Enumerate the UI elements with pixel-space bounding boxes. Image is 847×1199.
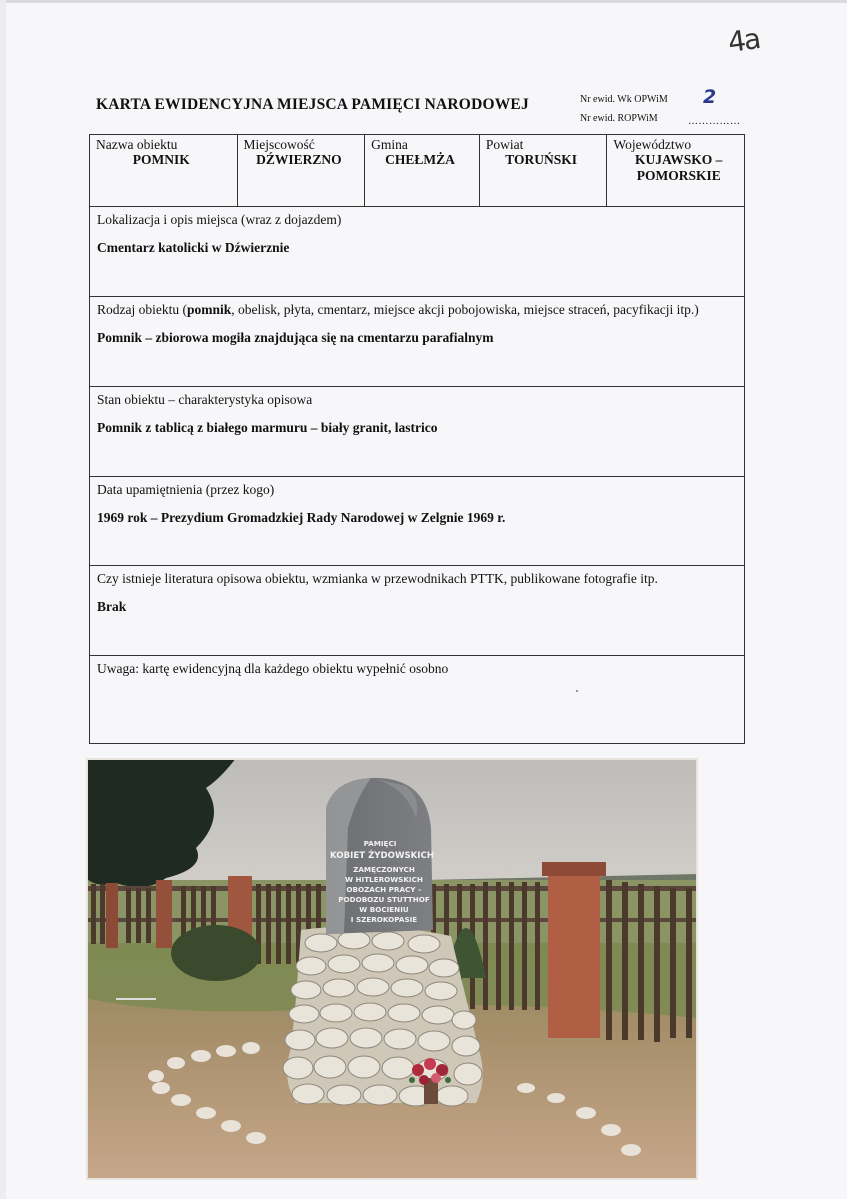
field-label: Miejscowość bbox=[243, 137, 315, 152]
plaque-line: W BOCIENIU bbox=[359, 905, 409, 914]
section-label: Stan obiektu – charakterystyka opisowa bbox=[97, 392, 313, 407]
section-commemoration-date bbox=[90, 477, 744, 566]
evidence-form bbox=[89, 134, 745, 744]
photo-border bbox=[86, 758, 698, 1180]
section-label: Czy istnieje literatura opisowa obiektu, wzmianka w przewodnikach PTTK, publikowane fotografie itp. bbox=[97, 571, 658, 586]
plaque-line: PAMIĘCI bbox=[363, 839, 397, 848]
section-value: Pomnik z tablicą z białego marmuru – biały granit, lastrico bbox=[97, 420, 438, 435]
plaque-line: PODOBOZU STUTTHOF bbox=[338, 895, 430, 904]
field-label: Gmina bbox=[371, 137, 408, 152]
field-label: Województwo bbox=[613, 137, 692, 152]
section-label: Uwaga: kartę ewidencyjną dla każdego obiektu wypełnić osobno bbox=[97, 661, 449, 676]
section-label-emphasis: pomnik bbox=[186, 302, 232, 317]
object-header-row bbox=[90, 135, 744, 207]
plaque-line: I SZEROKOPASIE bbox=[350, 915, 418, 924]
paper-speck bbox=[576, 690, 578, 692]
field-value: CHEŁMŻA bbox=[385, 152, 455, 167]
nr-ewid-ro-value: …………… bbox=[688, 116, 741, 127]
field-label: Powiat bbox=[485, 137, 524, 152]
plaque-line: OBOZACH PRACY – bbox=[346, 885, 422, 894]
field-district bbox=[480, 135, 608, 206]
nr-ewid-wk-value: 2 bbox=[703, 86, 717, 108]
section-value: 1969 rok – Prezydium Gromadzkiej Rady Narodowej w Zelgnie 1969 r. bbox=[97, 510, 506, 525]
section-label: Data upamiętnienia (przez kogo) bbox=[97, 482, 275, 497]
plaque-line: ZAMĘCZONYCH bbox=[353, 865, 415, 874]
field-voivodeship bbox=[607, 135, 744, 206]
section-value: Pomnik – zbiorowa mogiła znajdująca się na cmentarzu parafialnym bbox=[97, 330, 494, 345]
nr-ewid-ro-label: Nr ewid. ROPWiM bbox=[580, 113, 658, 124]
monument-photo bbox=[86, 758, 698, 1180]
section-label: Rodzaj obiektu (pomnik, obelisk, płyta, cmentarz, miejsce akcji pobojowiska, miejsce straceń, pacyfikacji itp.) bbox=[97, 302, 699, 317]
section-value: Cmentarz katolicki w Dźwierznie bbox=[97, 240, 290, 255]
page-top-edge bbox=[0, 0, 847, 3]
section-object-type bbox=[90, 297, 744, 387]
page-number-handwritten: 4a bbox=[725, 22, 762, 59]
field-value-line1: KUJAWSKO – bbox=[635, 152, 723, 167]
section-literature bbox=[90, 566, 744, 656]
plaque-line: W HITLEROWSKICH bbox=[345, 875, 423, 884]
card-title: KARTA EWIDENCYJNA MIEJSCA PAMIĘCI NARODOWEJ bbox=[96, 96, 529, 113]
field-value: TORUŃSKI bbox=[505, 152, 577, 167]
field-locality bbox=[238, 135, 366, 206]
nr-ewid-wk-label: Nr ewid. Wk OPWiM bbox=[580, 94, 668, 105]
field-object-name bbox=[90, 135, 238, 206]
field-label: Nazwa obiektu bbox=[96, 137, 178, 152]
page-left-edge bbox=[0, 0, 6, 1199]
plaque-line: KOBIET ŻYDOWSKICH bbox=[330, 851, 434, 861]
section-label: Lokalizacja i opis miejsca (wraz z dojazdem) bbox=[97, 212, 342, 227]
section-value: Brak bbox=[97, 599, 127, 614]
section-location bbox=[90, 207, 744, 297]
field-value: DŹWIERZNO bbox=[256, 152, 342, 167]
section-note bbox=[90, 656, 744, 744]
field-value: POMNIK bbox=[132, 152, 190, 167]
section-condition bbox=[90, 387, 744, 477]
field-value-line2: POMORSKIE bbox=[636, 168, 721, 183]
field-commune bbox=[365, 135, 480, 206]
